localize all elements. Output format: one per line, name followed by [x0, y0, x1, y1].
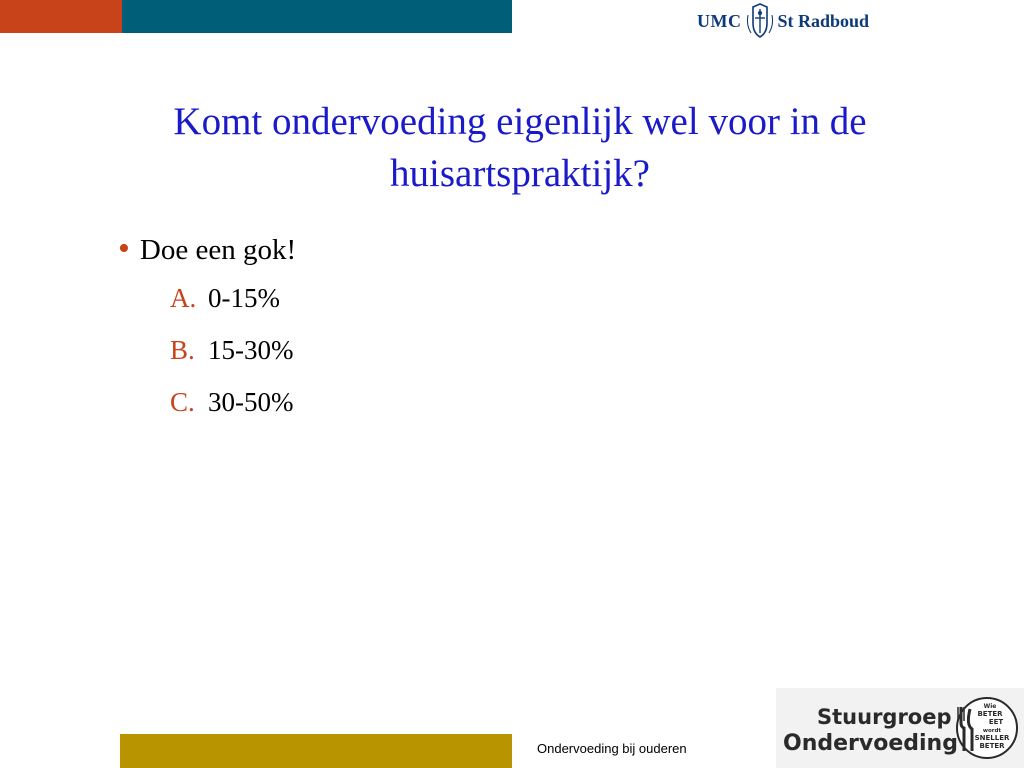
stuurgroep-line2: Ondervoeding	[783, 731, 958, 756]
logo-radboud-text: St Radboud	[777, 10, 870, 31]
seal-word: EET	[988, 718, 1004, 726]
bullet-item	[118, 232, 296, 267]
seal-word: wordt	[982, 728, 1002, 734]
header-bar-orange	[0, 0, 122, 33]
crest-icon	[745, 3, 775, 39]
seal-word: BETER	[977, 710, 1003, 718]
umc-radboud-logo	[697, 3, 869, 39]
option-text: 30-50%	[208, 387, 294, 417]
option-a	[170, 283, 296, 335]
logo-umc-text: UMC	[697, 10, 742, 31]
bullet-text: Doe een gok!	[139, 234, 297, 266]
option-letter: A.	[170, 283, 197, 313]
seal-word: Wie	[983, 703, 997, 710]
stuurgroep-logo-text	[783, 704, 958, 758]
option-letter: C.	[170, 387, 195, 417]
footer-text: Ondervoeding bij ouderen	[537, 741, 687, 756]
seal-word: BETER	[979, 742, 1005, 750]
seal-word: SNELLER	[974, 734, 1010, 742]
option-letter: B.	[170, 335, 195, 365]
stuurgroep-line1: Stuurgroep	[817, 705, 952, 729]
option-b	[170, 335, 296, 387]
answer-options	[170, 283, 296, 439]
bullet-dot-icon: •	[118, 230, 130, 267]
footer-bar-gold	[120, 734, 512, 768]
option-text: 15-30%	[208, 335, 294, 365]
option-text: 0-15%	[208, 283, 280, 313]
slide-content	[118, 232, 296, 439]
slide-title: Komt ondervoeding eigenlijk wel voor in de huisartspraktijk?	[173, 100, 867, 195]
header-bar-teal	[122, 0, 512, 33]
cutlery-seal-icon	[952, 695, 1018, 761]
option-c	[170, 387, 296, 439]
